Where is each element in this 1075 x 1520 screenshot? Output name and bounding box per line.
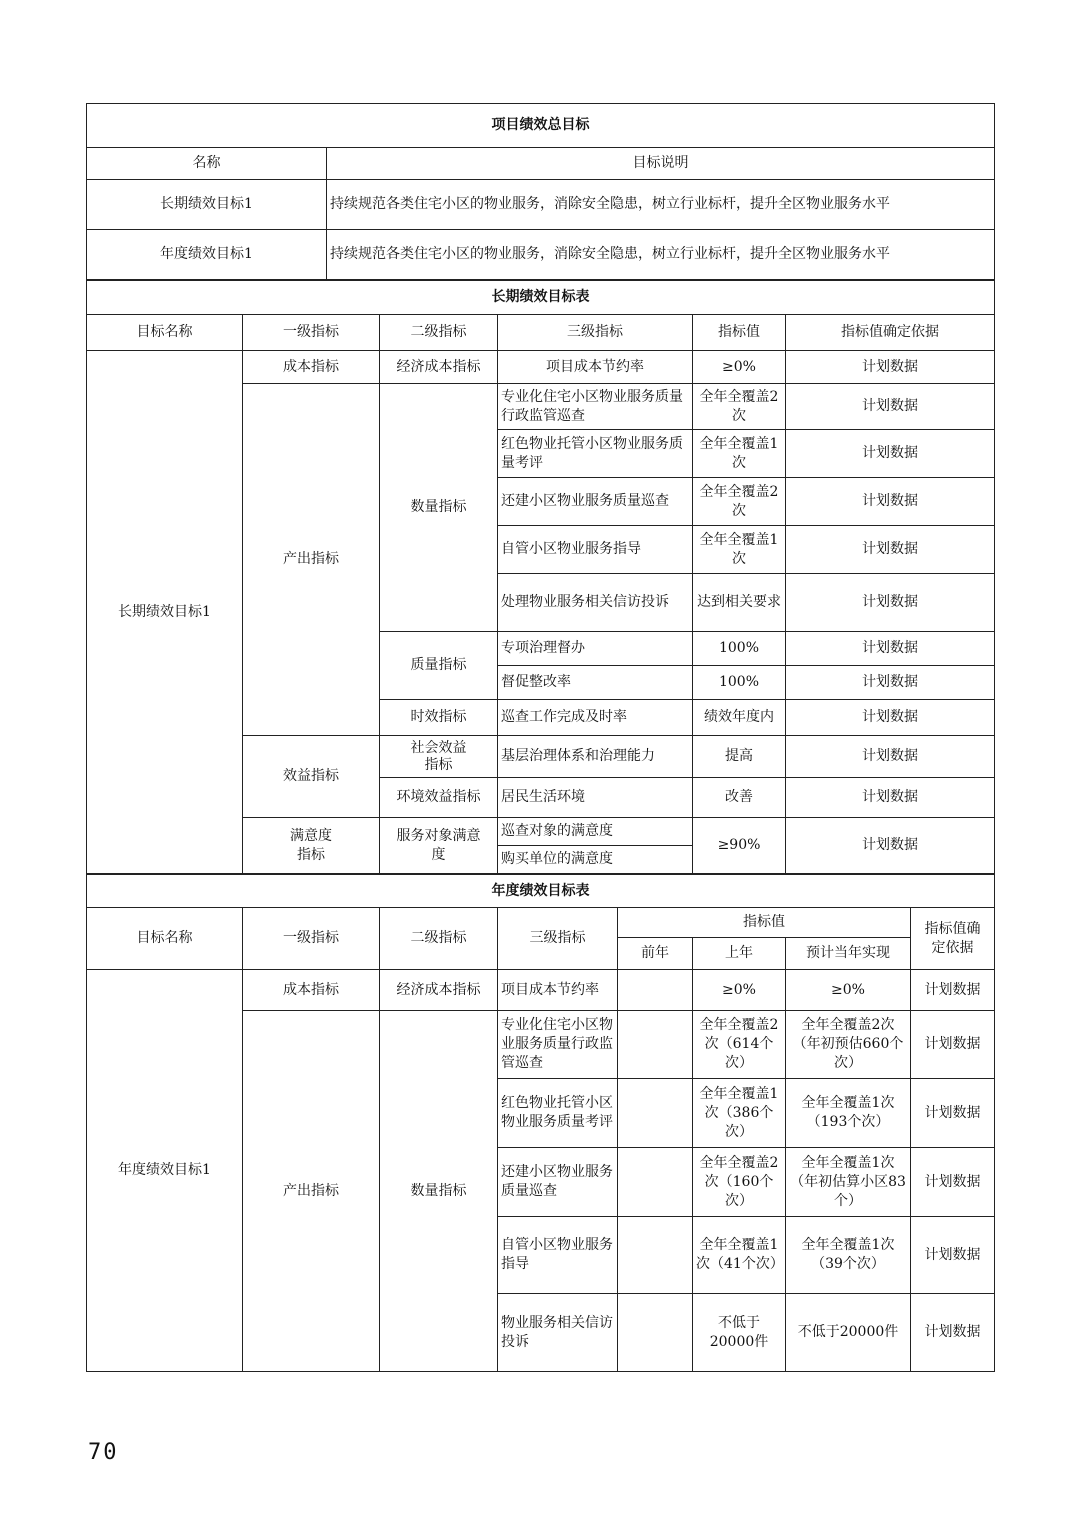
performance-document [86, 103, 994, 1372]
longterm-basis: 计划数据 [786, 384, 995, 430]
longterm-basis: 计划数据 [786, 632, 995, 666]
annual-expected: ≥0% [786, 970, 911, 1011]
longterm-title: 长期绩效目标表 [87, 281, 995, 315]
annual-expected: 不低于20000件 [786, 1294, 911, 1372]
longterm-l3: 项目成本节约率 [498, 351, 693, 384]
annual-l3: 专业化住宅小区物业服务质量行政监管巡查 [498, 1011, 618, 1079]
longterm-l3: 巡查工作完成及时率 [498, 700, 693, 736]
annual-prev [618, 1217, 693, 1294]
longterm-table [86, 280, 995, 874]
annual-expected: 全年全覆盖2次（年初预估660个次） [786, 1011, 911, 1079]
annual-last: ≥0% [693, 970, 786, 1011]
annual-l3: 还建小区物业服务质量巡查 [498, 1148, 618, 1217]
longterm-l3: 购买单位的满意度 [498, 846, 693, 874]
annual-header-basis: 指标值确 定依据 [911, 908, 995, 970]
annual-expected: 全年全覆盖1次（193个次） [786, 1079, 911, 1148]
summary-row-name: 年度绩效目标1 [87, 230, 327, 280]
longterm-l3: 专业化住宅小区物业服务质量行政监管巡查 [498, 384, 693, 430]
longterm-basis: 计划数据 [786, 478, 995, 526]
annual-l3: 项目成本节约率 [498, 970, 618, 1011]
longterm-l2: 经济成本指标 [380, 351, 498, 384]
longterm-basis: 计划数据 [786, 574, 995, 632]
summary-table [86, 103, 995, 280]
longterm-l3: 自管小区物业服务指导 [498, 526, 693, 574]
annual-l2: 经济成本指标 [380, 970, 498, 1011]
annual-basis: 计划数据 [911, 970, 995, 1011]
longterm-basis: 计划数据 [786, 778, 995, 818]
annual-table [86, 874, 995, 1372]
longterm-header: 一级指标 [243, 315, 380, 351]
longterm-l3: 红色物业托管小区物业服务质量考评 [498, 430, 693, 478]
summary-row-name: 长期绩效目标1 [87, 180, 327, 230]
longterm-l2: 数量指标 [380, 384, 498, 632]
longterm-l1: 产出指标 [243, 384, 380, 736]
longterm-l3: 巡查对象的满意度 [498, 818, 693, 846]
annual-last: 全年全覆盖2次（160个次） [693, 1148, 786, 1217]
annual-prev [618, 1011, 693, 1079]
annual-l3: 自管小区物业服务指导 [498, 1217, 618, 1294]
longterm-l3: 处理物业服务相关信访投诉 [498, 574, 693, 632]
longterm-l2: 社会效益 指标 [380, 736, 498, 778]
annual-header-l1: 一级指标 [243, 908, 380, 970]
annual-header-l3: 三级指标 [498, 908, 618, 970]
annual-header-l2: 二级指标 [380, 908, 498, 970]
summary-title: 项目绩效总目标 [87, 104, 995, 148]
longterm-basis: 计划数据 [786, 736, 995, 778]
longterm-header: 指标值确定依据 [786, 315, 995, 351]
annual-expected: 全年全覆盖1次（39个次） [786, 1217, 911, 1294]
annual-header-expected: 预计当年实现 [786, 938, 911, 970]
annual-l3: 物业服务相关信访投诉 [498, 1294, 618, 1372]
annual-basis: 计划数据 [911, 1148, 995, 1217]
longterm-value: 100% [693, 632, 786, 666]
annual-prev [618, 1079, 693, 1148]
longterm-value: 全年全覆盖1次 [693, 430, 786, 478]
longterm-l3: 督促整改率 [498, 666, 693, 700]
longterm-target: 长期绩效目标1 [87, 351, 243, 874]
longterm-header: 二级指标 [380, 315, 498, 351]
longterm-basis: 计划数据 [786, 700, 995, 736]
annual-l2: 数量指标 [380, 1011, 498, 1372]
longterm-basis: 计划数据 [786, 430, 995, 478]
annual-prev [618, 1148, 693, 1217]
longterm-l1: 满意度 指标 [243, 818, 380, 874]
longterm-l3: 专项治理督办 [498, 632, 693, 666]
summary-header-desc: 目标说明 [327, 148, 995, 180]
annual-target: 年度绩效目标1 [87, 970, 243, 1372]
longterm-value: 达到相关要求 [693, 574, 786, 632]
annual-l1: 成本指标 [243, 970, 380, 1011]
annual-title: 年度绩效目标表 [87, 875, 995, 908]
annual-last: 全年全覆盖1次（41个次） [693, 1217, 786, 1294]
longterm-l1: 成本指标 [243, 351, 380, 384]
longterm-value: 全年全覆盖2次 [693, 478, 786, 526]
longterm-basis: 计划数据 [786, 818, 995, 874]
annual-basis: 计划数据 [911, 1079, 995, 1148]
longterm-l2: 环境效益指标 [380, 778, 498, 818]
summary-row-desc: 持续规范各类住宅小区的物业服务，消除安全隐患，树立行业标杆，提升全区物业服务水平 [327, 230, 995, 280]
annual-last: 全年全覆盖1次（386个次） [693, 1079, 786, 1148]
longterm-value: 全年全覆盖1次 [693, 526, 786, 574]
annual-expected: 全年全覆盖1次（年初估算小区83个） [786, 1148, 911, 1217]
annual-last: 不低于20000件 [693, 1294, 786, 1372]
longterm-value: 全年全覆盖2次 [693, 384, 786, 430]
longterm-value: 提高 [693, 736, 786, 778]
longterm-basis: 计划数据 [786, 351, 995, 384]
longterm-header: 三级指标 [498, 315, 693, 351]
annual-l1: 产出指标 [243, 1011, 380, 1372]
longterm-value: 绩效年度内 [693, 700, 786, 736]
annual-header-last: 上年 [693, 938, 786, 970]
longterm-value: ≥0% [693, 351, 786, 384]
page-number: 70 [88, 1440, 119, 1465]
annual-header-value-group: 指标值 [618, 908, 911, 938]
longterm-value: 100% [693, 666, 786, 700]
annual-l3: 红色物业托管小区物业服务质量考评 [498, 1079, 618, 1148]
summary-row-desc: 持续规范各类住宅小区的物业服务，消除安全隐患，树立行业标杆，提升全区物业服务水平 [327, 180, 995, 230]
annual-prev [618, 970, 693, 1011]
annual-basis: 计划数据 [911, 1011, 995, 1079]
annual-basis: 计划数据 [911, 1217, 995, 1294]
longterm-basis: 计划数据 [786, 666, 995, 700]
longterm-l2: 质量指标 [380, 632, 498, 700]
annual-header-target: 目标名称 [87, 908, 243, 970]
annual-prev [618, 1294, 693, 1372]
longterm-value: 改善 [693, 778, 786, 818]
summary-header-name: 名称 [87, 148, 327, 180]
annual-basis: 计划数据 [911, 1294, 995, 1372]
longterm-l3: 居民生活环境 [498, 778, 693, 818]
annual-header-prev: 前年 [618, 938, 693, 970]
longterm-header: 指标值 [693, 315, 786, 351]
longterm-value: ≥90% [693, 818, 786, 874]
longterm-l1: 效益指标 [243, 736, 380, 818]
longterm-l2: 时效指标 [380, 700, 498, 736]
longterm-l3: 基层治理体系和治理能力 [498, 736, 693, 778]
annual-last: 全年全覆盖2次（614个次） [693, 1011, 786, 1079]
longterm-header: 目标名称 [87, 315, 243, 351]
longterm-l2: 服务对象满意 度 [380, 818, 498, 874]
longterm-basis: 计划数据 [786, 526, 995, 574]
longterm-l3: 还建小区物业服务质量巡查 [498, 478, 693, 526]
